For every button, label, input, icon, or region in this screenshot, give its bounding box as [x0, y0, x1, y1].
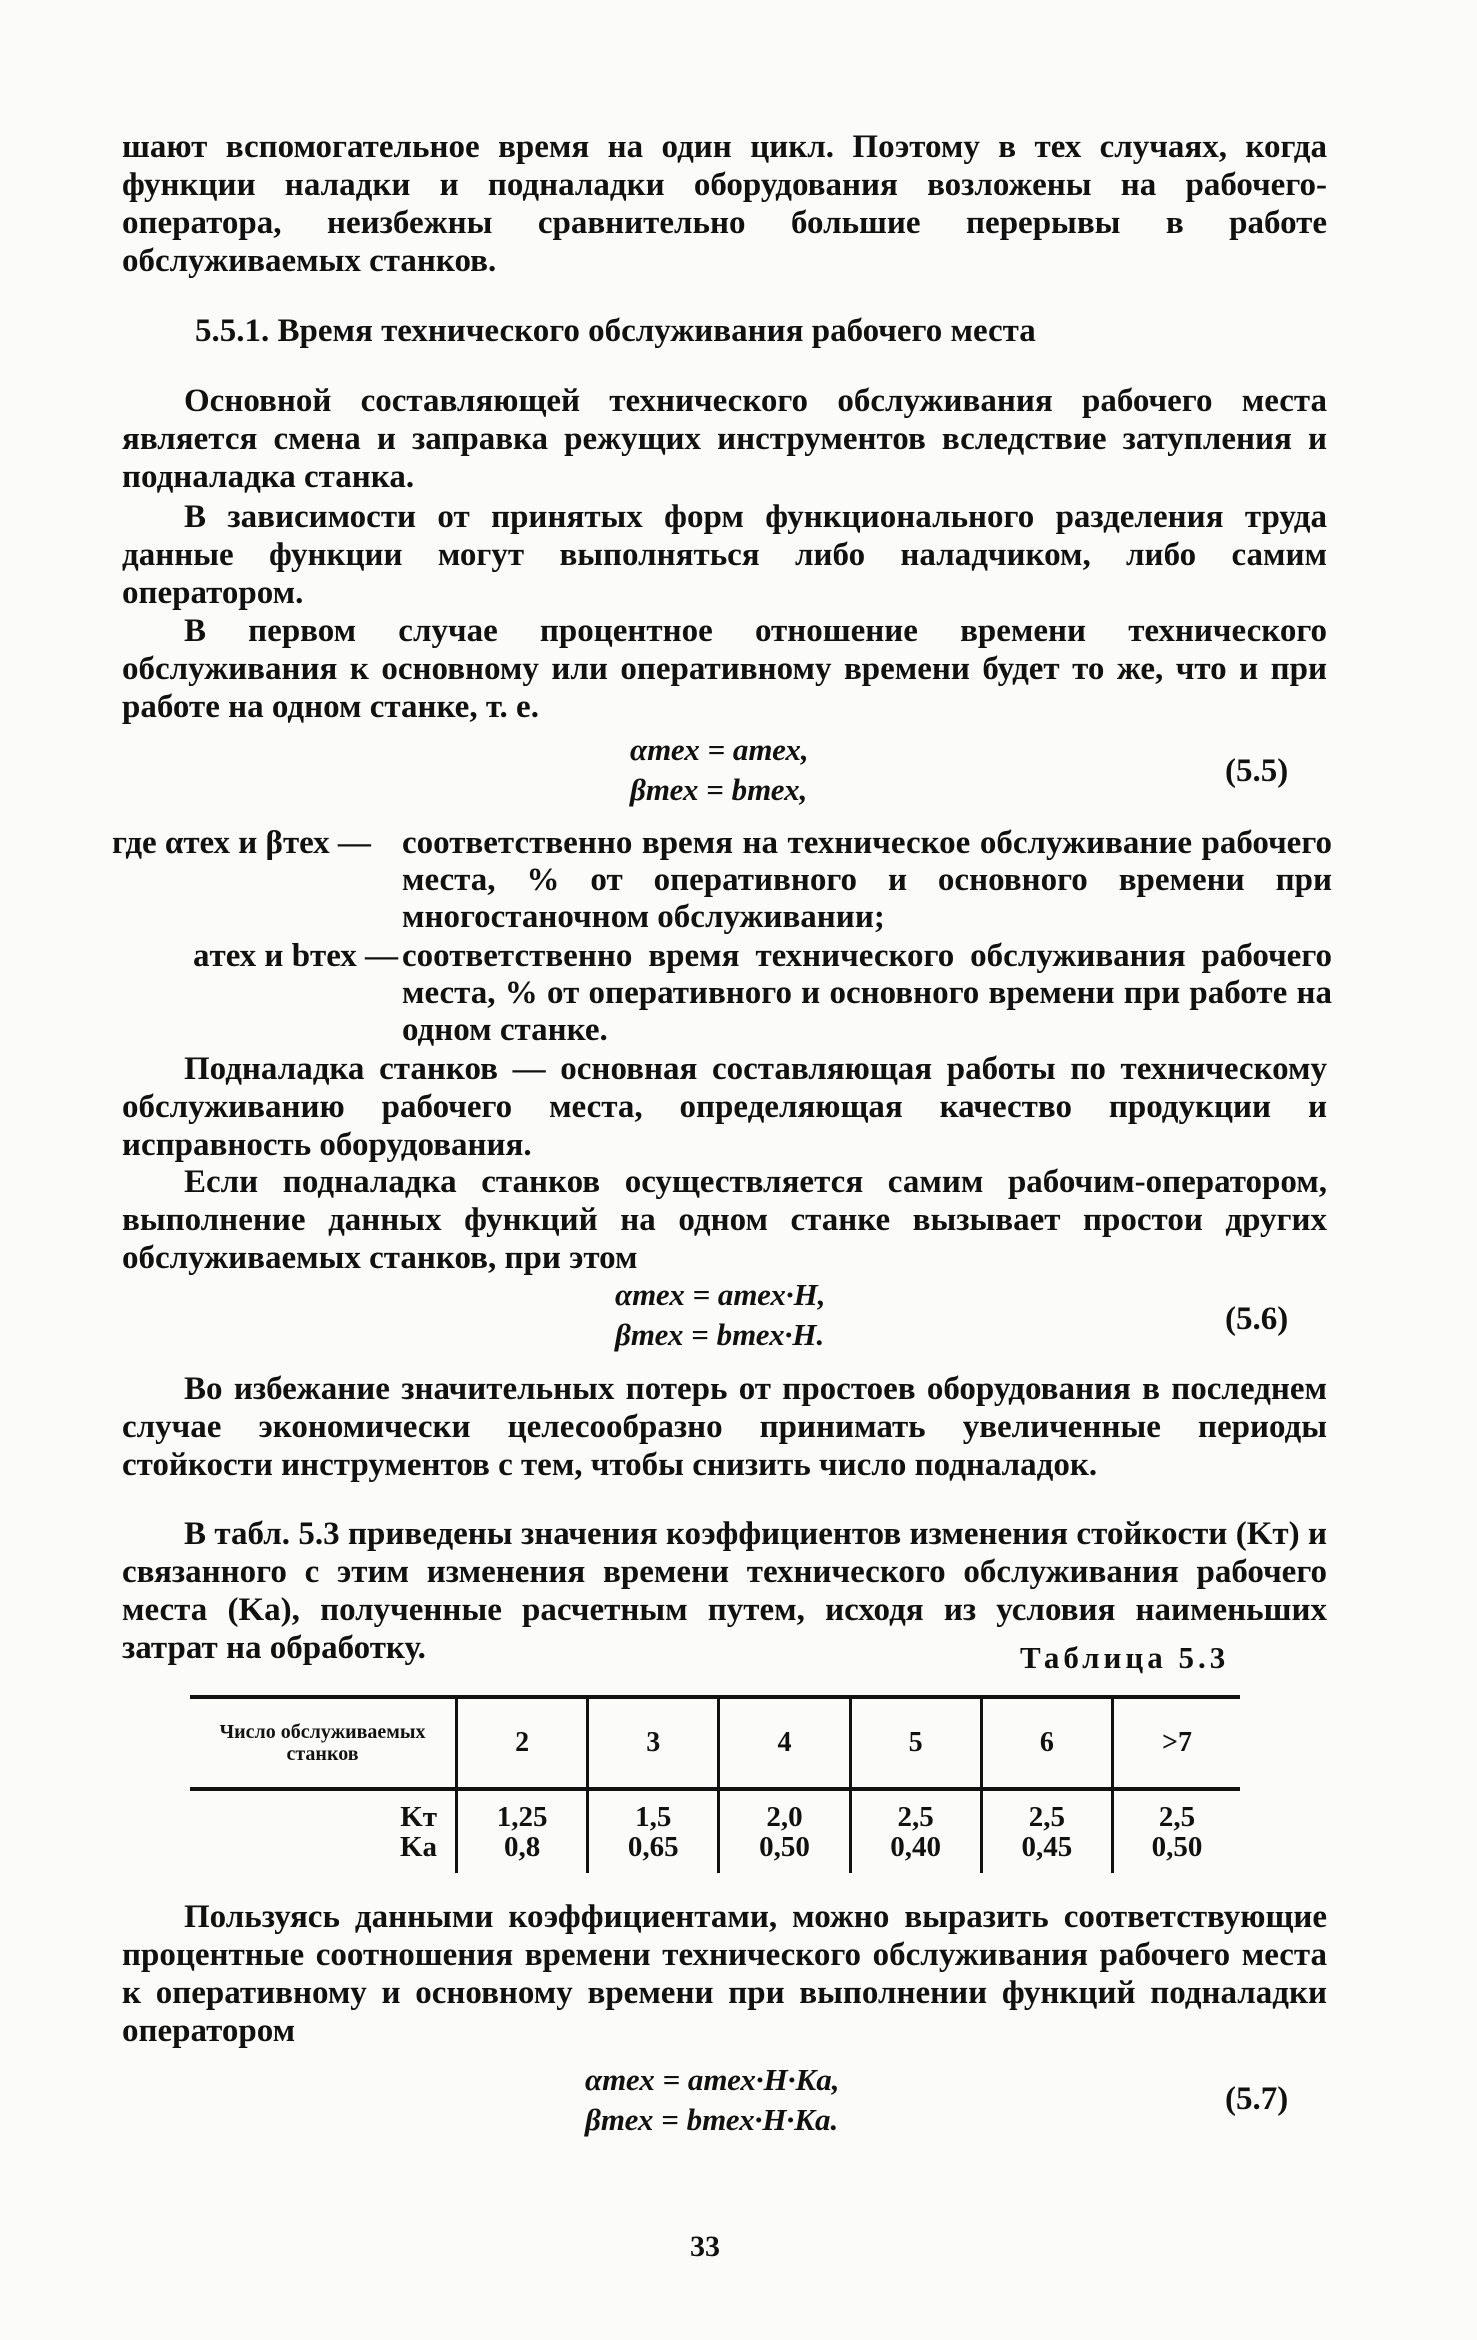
table-column-header: 6 — [981, 1697, 1112, 1789]
definition-text: соответственно время на техническое обслуживание рабочего места, % от оперативного и основного времени при многостаночном обслуживании; — [402, 825, 1332, 935]
kt-value: 2,5 — [897, 1801, 934, 1833]
formula-line: αтех = aтех·H, — [615, 1277, 826, 1312]
table-row — [190, 1789, 1240, 1873]
table-caption: Таблица 5.3 — [1020, 1640, 1230, 1675]
definition-term: где αтех и βтех — — [112, 825, 371, 861]
formula-line: βтех = bтех·H·Kа. — [585, 2102, 839, 2137]
page-number: 33 — [690, 2230, 720, 2263]
formula-number: (5.7) — [1225, 2081, 1289, 2117]
formula-number: (5.5) — [1225, 753, 1289, 789]
formula-number: (5.6) — [1225, 1301, 1289, 1337]
paragraph: Во избежание значительных потерь от простоев оборудования в последнем случае экономически целесообразно принимать увеличенные периоды стойкости инструментов с тем, чтобы снизить число подналадок. — [122, 1371, 1327, 1483]
table-column-header: 5 — [850, 1697, 981, 1789]
table-column-header: >7 — [1112, 1697, 1240, 1789]
row-labels — [190, 1789, 457, 1873]
paragraph: Основной составляющей технического обслуживания рабочего места является смена и заправка режущих инструментов вследствие затупления и подналадка станка. — [122, 383, 1327, 495]
formula-line: βтех = bтех, — [630, 772, 808, 807]
definition-text: соответственно время технического обслуживания рабочего места, % от оперативного и основного времени при работе на одном станке. — [402, 938, 1332, 1048]
ka-value: 0,50 — [759, 1831, 810, 1863]
row-label: Kт — [400, 1801, 437, 1833]
definition-item — [112, 825, 1332, 936]
paragraph: Подналадка станков — основная составляющая работы по техническому обслуживанию рабочего места, определяющая качество продукции и исправность оборудования. — [122, 1051, 1327, 1163]
section-heading: 5.5.1. Время технического обслуживания рабочего места — [195, 313, 1036, 349]
ka-value: 0,50 — [1151, 1831, 1203, 1863]
table-cell — [850, 1789, 981, 1873]
paragraph: Если подналадка станков осуществляется самим рабочим-оператором, выполнение данных функций на одном станке вызывает простои других обслуживаемых станков, при этом — [122, 1164, 1327, 1276]
paragraph: Пользуясь данными коэффициентами, можно выразить соответствующие процентные соотношения времени технического обслуживания рабочего места к оперативному и основному времени при выполнении функций подналадки оператором — [122, 1899, 1327, 2049]
formula-5-7 — [585, 2060, 839, 2140]
table-column-header: 4 — [719, 1697, 850, 1789]
ka-value: 0,8 — [503, 1831, 541, 1863]
table-cell — [588, 1789, 719, 1873]
kt-value: 1,5 — [635, 1801, 672, 1833]
paragraph-continuation: шают вспомогательное время на один цикл. Поэтому в тех случаях, когда функции наладки и подналадки оборудования возложены на рабочего-оператора, неизбежны сравнительно большие перерывы в работе обслуживаемых станков. — [122, 129, 1327, 279]
formula-line: αтех = aтех·H·Kа, — [585, 2062, 840, 2097]
table-cell — [981, 1789, 1112, 1873]
paragraph: В табл. 5.3 приведены значения коэффициентов изменения стойкости (Kт) и связанного с этим изменения времени технического обслуживания рабочего места (Kа), полученные расчетным путем, исходя из условия наименьших затрат на обработку. — [122, 1516, 1327, 1666]
kt-value: 1,25 — [496, 1801, 548, 1833]
formula-line: βтех = bтех·H. — [615, 1317, 825, 1352]
ka-value: 0,40 — [890, 1831, 942, 1863]
kt-value: 2,5 — [1028, 1801, 1065, 1833]
row-label: Kа — [399, 1831, 437, 1863]
table-cell — [1112, 1789, 1240, 1873]
paragraph: В первом случае процентное отношение времени технического обслуживания к основному или оперативному времени будет то же, что и при работе на одном станке, т. е. — [122, 613, 1327, 725]
table-cell — [457, 1789, 588, 1873]
formula-5-5 — [630, 730, 809, 810]
table-cell — [719, 1789, 850, 1873]
kt-value: 2,5 — [1158, 1801, 1196, 1833]
table-column-header: 2 — [457, 1697, 588, 1789]
definitions-list — [112, 825, 1332, 1051]
coefficients-table — [190, 1695, 1240, 1873]
ka-value: 0,65 — [627, 1831, 679, 1863]
ka-value: 0,45 — [1021, 1831, 1073, 1863]
formula-5-6 — [615, 1275, 826, 1355]
formula-line: αтех = aтех, — [630, 732, 809, 767]
definition-item — [112, 938, 1332, 1049]
paragraph: В зависимости от принятых форм функционального разделения труда данные функции могут выполняться либо наладчиком, либо самим оператором. — [122, 499, 1327, 611]
table-header-label: Число обслуживаемых станков — [190, 1697, 457, 1789]
definition-term: aтех и bтех — — [192, 938, 398, 974]
kt-value: 2,0 — [766, 1801, 803, 1833]
table-column-header: 3 — [588, 1697, 719, 1789]
